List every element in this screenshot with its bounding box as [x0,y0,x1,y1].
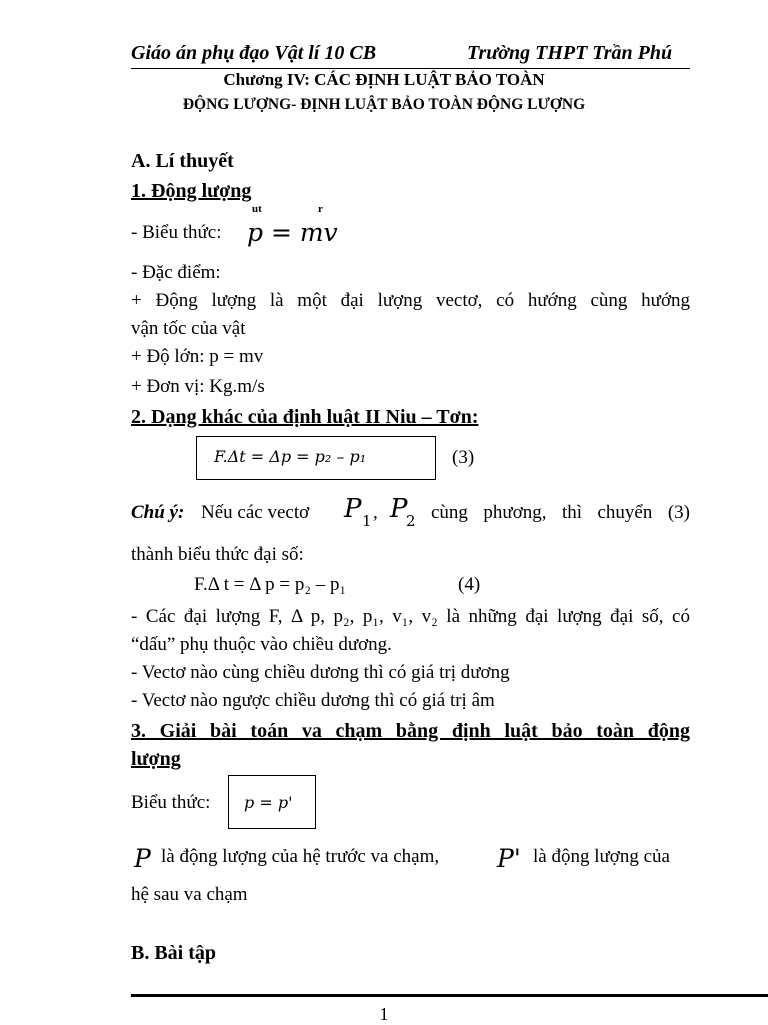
eq-number-4: (4) [458,574,481,595]
footer-divider [131,994,768,997]
p2-symbol: P [390,494,408,524]
note-line2: thành biểu thức đại số: [131,544,304,565]
point1-line2: “dấu” phụ thuộc vào chiều dương. [131,634,392,655]
algebraic-formula: F.Δ t = Δ p = p₂ – p₁ [194,574,347,595]
header-left: Giáo án phụ đạo Vật lí 10 CB [131,42,377,64]
lesson-title: ĐỘNG LƯỢNG- ĐỊNH LUẬT BẢO TOÀN ĐỘNG LƯỢNG [182,96,586,113]
header-right: Trường THPT Trần Phú [467,42,673,64]
sub3-heading-line2: lượng [131,748,181,770]
section-a-heading: A. Lí thuyết [131,150,234,172]
section-b-heading: B. Bài tập [131,942,217,964]
p2-subscript: 2 [406,512,416,530]
p-before-symbol: P [134,844,151,873]
p1-subscript: 1 [362,512,372,530]
desc2-text: là động lượng của [533,846,670,867]
page-number: 1 [379,1004,389,1024]
note-label: Chú ý: [131,502,185,523]
sub2-heading: 2. Dạng khác của định luật II Niu – Tơn: [131,406,479,428]
momentum-formula: p = mv [247,218,338,247]
note-text-a: Nếu các vectơ [201,502,310,523]
eq-number-3: (3) [452,447,475,468]
note-text-b: cùng phương, thì chuyển (3) [431,502,690,523]
chapter-title: Chương IV: CÁC ĐỊNH LUẬT BẢO TOÀN [223,70,545,89]
desc1-text: là động lượng của hệ trước va chạm, [161,846,440,867]
unit-line: + Đơn vị: Kg.m/s [131,376,265,397]
p1-symbol: P [344,494,362,524]
features-label: - Đặc điểm: [131,262,221,283]
p-after-symbol: P' [497,844,521,873]
header-divider [131,68,690,69]
vector-arrow-mark: r [318,203,323,215]
sub3-heading-line1: 3. Giải bài toán va chạm bằng định luật bảo toàn động [131,720,690,742]
conservation-formula: p = p' [244,793,293,812]
note-comma: , [373,502,378,523]
point1-line1: - Các đại lượng F, Δ p, p₂, p₁, v₁, v₂ là những đại lượng đại số, có [131,606,690,627]
point2-line: - Vectơ nào cùng chiều dương thì có giá trị dương [131,662,510,683]
feature1-line1: + Động lượng là một đại lượng vectơ, có hướng cùng hướng [131,290,690,311]
sub1-heading: 1. Động lượng [131,180,252,202]
point3-line: - Vectơ nào ngược chiều dương thì có giá trị âm [131,690,495,711]
boxed-formula-newton: F.Δt = Δp = p₂ – p₁ [214,447,367,466]
desc-line2: hệ sau va chạm [131,884,248,905]
sub3-expr-label: Biểu thức: [131,792,211,813]
feature1-line2: vận tốc của vật [131,318,246,339]
sub1-expr-label: - Biểu thức: [131,222,222,243]
vector-arrow-mark: ut [252,203,262,215]
magnitude-line: + Độ lớn: p = mv [131,346,264,367]
